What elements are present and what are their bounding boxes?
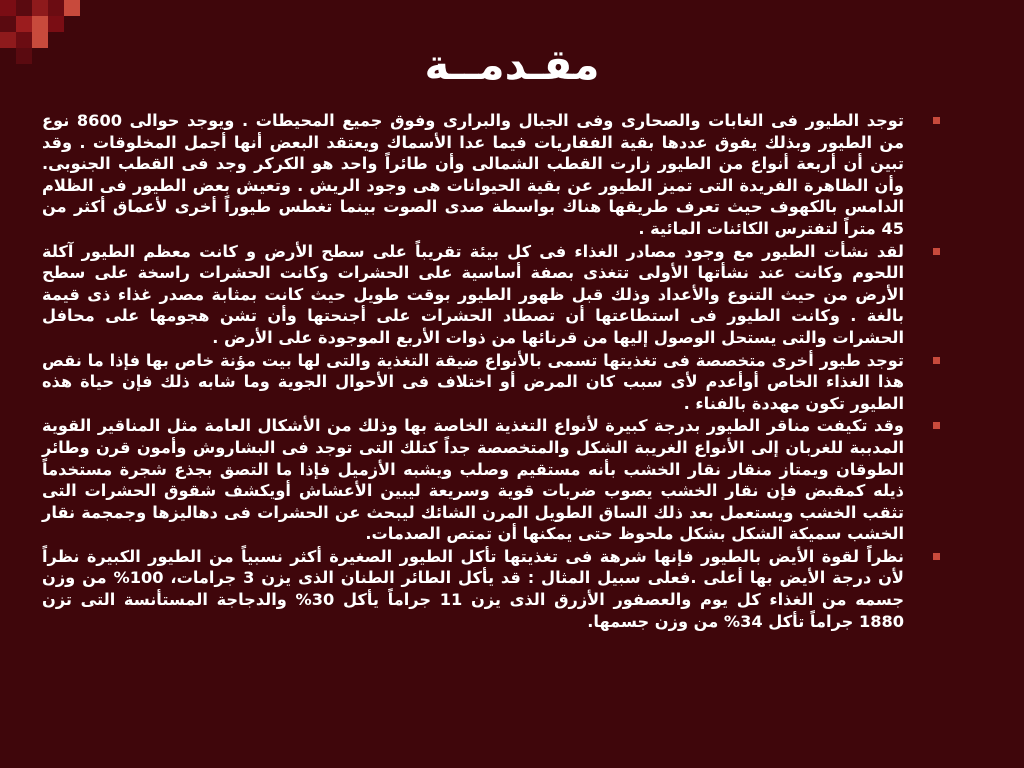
bullet-paragraph [42, 110, 922, 240]
slide-title: مقـدمــة [424, 40, 600, 89]
paragraph-text: توجد الطيور فى الغابات والصحارى وفى الجبال والبرارى وفوق جميع المحيطات . ويوجد حوالى 8600 نوع من الطيور وبذلك يفوق عددها بقية الفقاريات فيما عدا الأسماك ويعتقد البعض أنها أجمل المخلوقات . وقد تبين أن أربعة أنواع من الطيور زارت القطب الشمالى وأن طائراً واحد هو الكركر وجد فى القطب الجنوبى. وأن الظاهرة الفريدة التى تميز الطيور عن بقية الحيوانات هى وجود الريش . وتعيش بعض الطيور فى الظلام الدامس بالكهوف حيث تعرف طريقها هناك بواسطة صدى الصوت بينما تغطس طيوراً أخرى لأعماق أكثر من 45 متراً لتفترس الكائنات المائية . [42, 111, 905, 238]
paragraph-text: لقد نشأت الطيور مع وجود مصادر الغذاء فى كل بيئة تقريباً على سطح الأرض و كانت معظم الطيور آكلة اللحوم وكانت عند نشأتها الأولى تتغذى بصفة أساسية على الحشرات وكانت الحشرات راسخة على سطح الأرض من حيث التنوع والأعداد وذلك قبل ظهور الطيور بوقت طويل حيث كانت بمثابة مصدر غذاء ذى قيمة بالغة . وكانت الطيور فى استطاعتها أن تصطاد الحشرات على أجنحتها وأن تشن هجومها على محافل الحشرات والتى يستحل الوصول إليها من قرنائها من ذوات الأربع الموجودة على الأرض . [42, 241, 904, 347]
square-bullet-icon [933, 422, 940, 429]
bullet-paragraph [42, 546, 922, 632]
square-bullet-icon [933, 117, 940, 124]
paragraph-text: نظراً لقوة الأيض بالطيور فإنها شرهة فى تغذيتها تأكل الطيور الصغيرة أكثر نسبياً من الطيور الكبيرة نظراً لأن درجة الأيض بها أعلى .فعلى سبيل المثال : قد يأكل الطائر الطنان الذى يزن 3 جرامات، 100% من وزن جسمه من الغذاء كل يوم والعصفور الأزرق الذى يزن 11 جراماً يأكل 30% والدجاجة المستأنسة التى تزن 1880 جراماً تأكل 34% من وزن جسمها. [42, 546, 905, 631]
slide-body [42, 110, 922, 633]
square-bullet-icon [933, 357, 940, 364]
paragraph-text: وقد تكيفت مناقر الطيور بدرجة كبيرة لأنواع التغذية الخاصة بها وذلك من الأشكال العامة مثل المناقير القوية المدببة للغربان إلى الأنواع الغريبة الشكل والمتخصصة جداً كتلك التى توجد فى البشاروش وأمون قرن وطائر الطوقان ويمتاز منقار نقار الخشب بأنه مستقيم وصلب ويشبه الأزميل فإذا ما التصق بجذع شجرة مستخدماً ذيله كمقبض فإن نقار الخشب يصوب ضربات قوية وسريعة ليبين الأعشاش أويكشف شقوق الحشرات التى تثقب الخشب ويستعمل بعد ذلك الساق الطويل المرن الشائك ليبحث عن الحشرات فى دهاليزها وجمجمة نقار الخشب سميكة الشكل بشكل ملحوظ حتى يمكنها أن تمتص الصدمات. [42, 416, 904, 544]
paragraph-text: توجد طيور أخرى متخصصة فى تغذيتها تسمى بالأنواع ضيقة التغذية والتى لها بيت مؤنة خاص بها فإذا ما نقص هذا الغذاء الخاص أوأعدم لأى سبب كان المرض أو اختلاف فى الأحوال الجوية وما شابه ذلك فإن حياة هذه الطيور تكون مهددة بالفناء . [42, 350, 904, 413]
square-bullet-icon [933, 553, 940, 560]
bullet-paragraph [42, 415, 922, 545]
bullet-paragraph [42, 350, 922, 415]
square-bullet-icon [933, 248, 940, 255]
bullet-paragraph [42, 241, 922, 349]
